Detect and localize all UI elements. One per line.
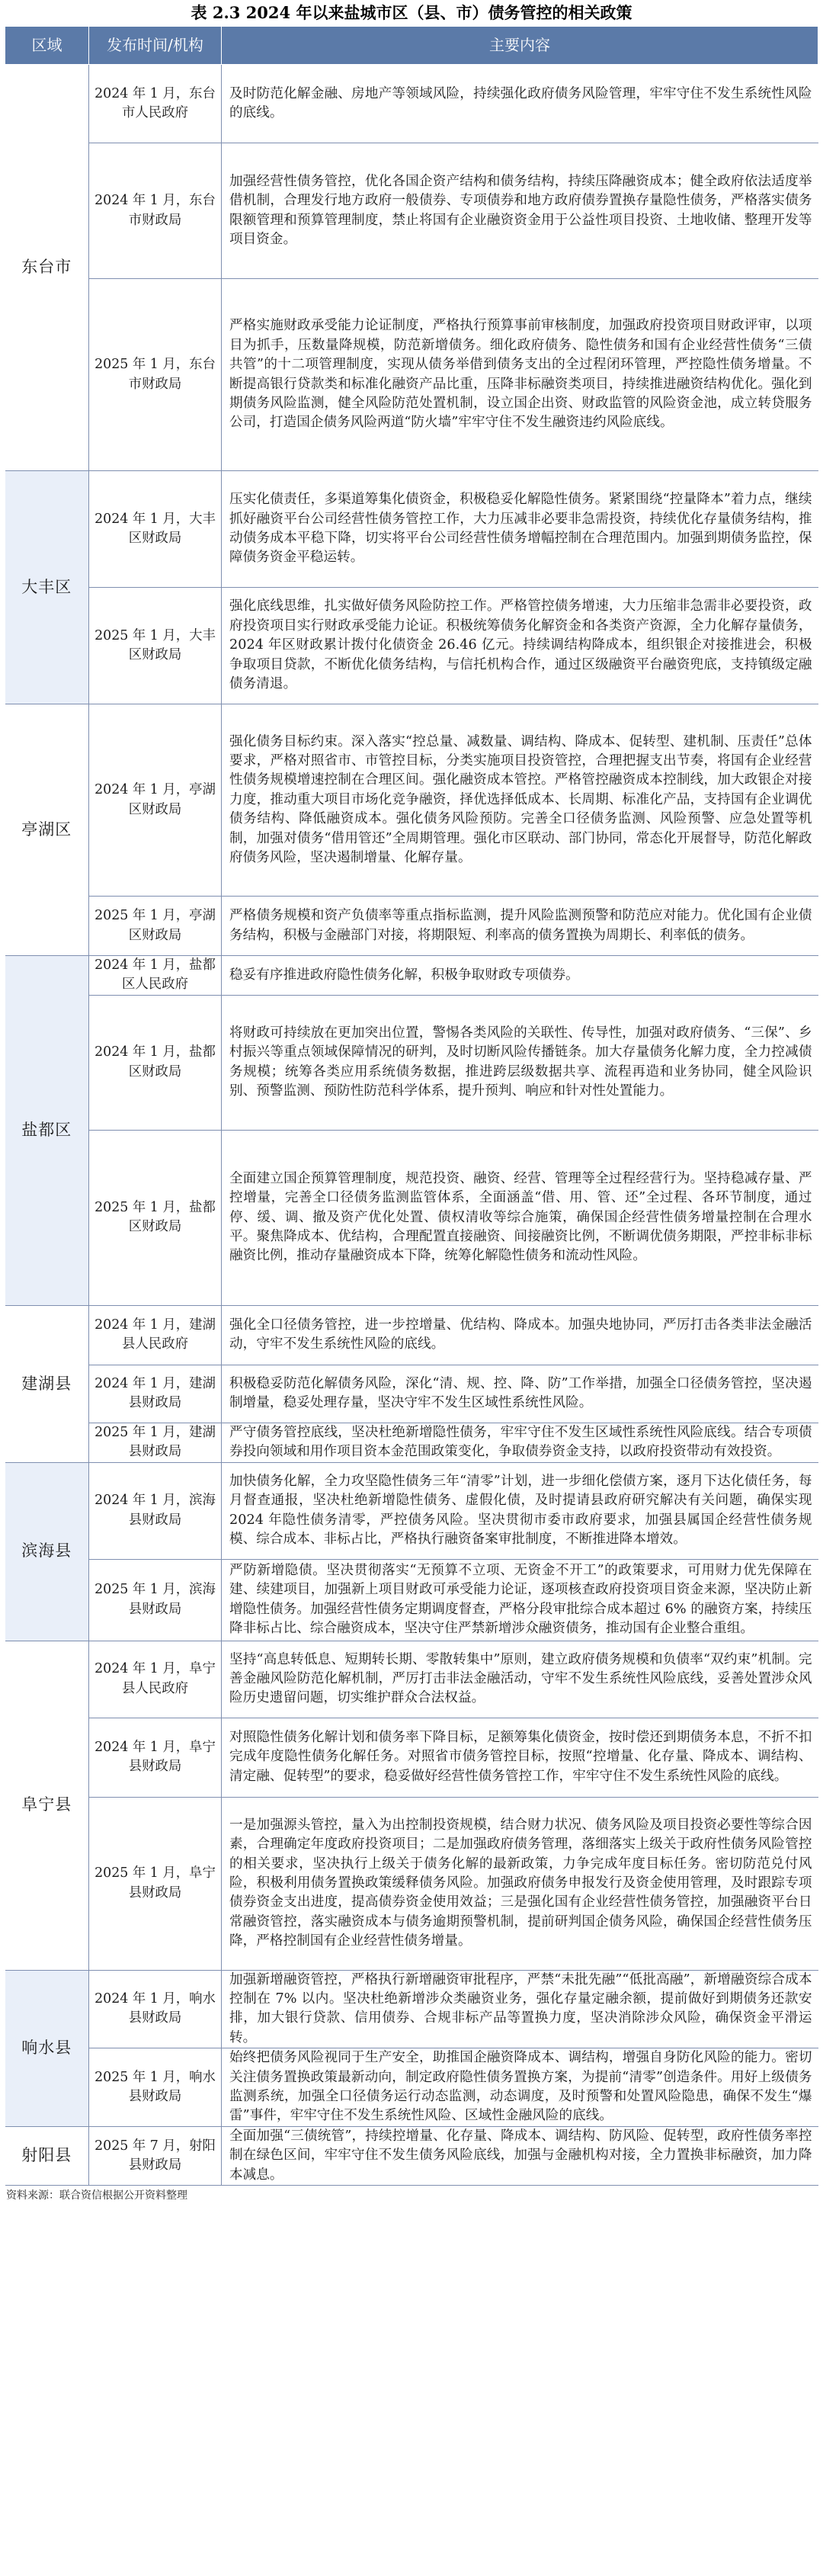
table-body [5,65,818,2186]
table-row [5,65,818,143]
content-cell [222,1365,818,1423]
table-row [5,897,818,956]
table-row [5,588,818,704]
content-text: 加强新增融资管控，严格执行新增融资审批程序，严禁“未批先融”“低批高融”，新增融资综合成本控制在 7% 以内。坚决杜绝新增涉众类融资业务，强化存量定融余额，提前做好到期债务还款安排，加大银行贷款、信用债券、合规非标产品等置换力度，坚决消除涉众风险，确保资金平滑运转。 [229,1971,812,2045]
table-row [5,1423,818,1462]
publish-cell: 2025 年 1 月，阜宁县财政局 [89,1797,222,1970]
content-text: 压实化债责任，多渠道筹集化债资金，积极稳妥化解隐性债务。紧紧围绕“控量降本”着力点，继续抓好融资平台公司经营性债务管控工作，大力压减非必要非急需投资，持续优化存量债务结构，推动债务成本平稳下降，切实将平台公司经营性债务增幅控制在合理范围内。加强到期债务监控，保障债务资金平稳运转。 [229,492,812,566]
table-row [5,279,818,471]
content-cell [222,1970,818,2048]
content-text: 将财政可持续放在更加突出位置，警惕各类风险的关联性、传导性，加强对政府债务、“三保”、乡村振兴等重点领域保障情况的研判，及时切断风险传播链条。加大存量债务化解力度，全力控减债务规模；统筹各类应用系统债务数据，推进跨层级数据共享、流程再造和业务协同，健全风险识别、预警监测、预防性防范科学体系，提升预判、响应和针对性处置能力。 [229,1025,812,1099]
region-cell: 阜宁县 [5,1641,89,1970]
content-text: 始终把债务风险视同于生产安全，助推国企融资降成本、调结构，增强自身防化风险的能力。密切关注债务置换政策最新动向，制定政府隐性债务置换方案，为提前“清零”创造条件。用好上级债务监测系统，加强全口径债务运行动态监测，动态调度，及时预警和处置风险隐患，确保不发生“爆雷”事件，牢牢守住不发生系统性风险、区域性金融风险的底线。 [229,2050,812,2124]
content-cell [222,1130,818,1305]
publish-cell: 2024 年 1 月，东台市人民政府 [89,65,222,143]
content-cell [222,1718,818,1797]
content-cell [222,65,818,143]
table-row [5,1559,818,1641]
content-text: 严格债务规模和资产负债率等重点指标监测，提升风险监测预警和防范应对能力。优化国有企业债务结构，积极与金融部门对接，将期限短、利率高的债务置换为周期长、利率低的债务。 [229,908,812,943]
table-header-row [5,27,818,65]
content-cell [222,1797,818,1970]
publish-cell: 2025 年 1 月，大丰区财政局 [89,588,222,704]
region-cell: 亭湖区 [5,704,89,956]
publish-cell: 2024 年 1 月，建湖县人民政府 [89,1305,222,1365]
region-cell: 大丰区 [5,471,89,704]
publish-cell: 2024 年 1 月，大丰区财政局 [89,471,222,588]
content-text: 强化底线思维，扎实做好债务风险防控工作。严格管控债务增速，大力压缩非急需非必要投资，政府投资项目实行财政承受能力论证。积极统筹债务化解资金和各类资产资源，全力化解存量债务，2024 年区财政累计拨付化债资金 26.46 亿元。持续调结构降成本，组织银企对接推进会，积极争取项目贷款，不断优化债务结构，与信托机构合作，通过区级融资平台融资兜底，支持镇级定融债务清退。 [229,598,812,692]
content-text: 一是加强源头管控，量入为出控制投资规模，结合财力状况、债务风险及项目投资必要性等综合因素，合理确定年度政府投资项目；二是加强政府债务管理，落细落实上级关于政府性债务风险管控的相关要求，坚决执行上级关于债务化解的最新政策，力争完成年度目标任务。密切防范兑付风险，积极利用债务置换政策缓释债务风险。加强政府债务申报发行及资金使用管理，及时跟踪专项债券资金支出进度，提高债券资金使用效益；三是强化国有企业经营性债务管控，加强融资平台日常融资管控，落实融资成本与债务逾期预警机制，提前研判国企债务风险，确保国企经营性债务压降，严格控制国有企业经营性债务增量。 [229,1817,812,1949]
publish-cell: 2024 年 1 月，阜宁县财政局 [89,1718,222,1797]
content-text: 严防新增隐债。坚决贯彻落实“无预算不立项、无资金不开工”的政策要求，可用财力优先保障在建、续建项目，加强新上项目财政可承受能力论证，逐项核查政府投资项目资金来源，坚决防止新增隐性债务。加强经营性债务定期调度督查，严格分段审批综合成本超过 6% 的融资方案，持续压降非标占比、综合融资成本，坚决守住严禁新增涉众融资债务，推动国有企业整合重组。 [229,1562,812,1637]
content-cell [222,2048,818,2127]
table-row [5,1130,818,1305]
content-cell [222,1423,818,1462]
table-row [5,1365,818,1423]
table-row [5,143,818,279]
publish-cell: 2025 年 1 月，建湖县财政局 [89,1423,222,1462]
table-row [5,1970,818,2048]
table-row [5,1641,818,1718]
content-text: 全面建立国企预算管理制度，规范投资、融资、经营、管理等全过程经营行为。坚持稳减存量、严控增量，完善全口径债务监测监管体系，全面涵盖“借、用、管、还”全过程、各环节制度，通过停、缓、调、撤及资产优化处置、债权清收等综合施策，确保国企经营性债务增量控制在合理水平。聚焦降成本、优结构，合理配置直接融资、间接融资比例，不断调优债务期限，严控非标非标融资比例，推动存量融资成本下降，统筹化解隐性债务和流动性风险。 [229,1170,812,1264]
publish-cell: 2025 年 1 月，亭湖区财政局 [89,897,222,956]
content-text: 强化债务目标约束。深入落实“控总量、减数量、调结构、降成本、促转型、建机制、压责任”总体要求，严格对照省市、市管控目标，分类实施项目投资管控，合理把握支出节奏，将国有企业经营性债务规模增速控制在合理区间。强化融资成本管控。严格管控融资成本控制线，加大政银企对接力度，推动重大项目市场化竞争融资，择优选择低成本、长周期、标准化产品，支持国有企业调优债务结构、降低融资成本。强化债务风险预防。完善全口径债务监测、风险预警、应急处置等机制，加强对债务“借用管还”全周期管理。强化市区联动、部门协同，常态化开展督导，防范化解政府债务风险，坚决遏制增量、化解存量。 [229,733,812,866]
publish-cell: 2025 年 1 月，响水县财政局 [89,2048,222,2127]
region-cell: 响水县 [5,1970,89,2126]
header-content: 主要内容 [222,27,818,65]
content-cell [222,471,818,588]
region-cell: 盐都区 [5,956,89,1306]
region-cell: 东台市 [5,65,89,471]
table-row [5,2048,818,2127]
publish-cell: 2024 年 1 月，亭湖区财政局 [89,704,222,897]
content-text: 严格实施财政承受能力论证制度，严格执行预算事前审核制度，加强政府投资项目财政评审，以项目为抓手，压数量降规模，防范新增债务。细化政府债务、隐性债务和国有企业经营性债务“三债共管”的十二项管理制度，实现从债务举借到债务支出的全过程闭环管理，严控隐性债务增量。不断提高银行贷款类和标准化融资产品比重，压降非标融资类项目，持续推进融资结构优化。强化到期债务风险监测，健全风险防范处置机制，设立国企出资、财政监管的风险资金池，成立转贷服务公司，打造国企债务风险两道“防火墙”牢牢守住不发生融资违约风险底线。 [229,318,812,431]
content-cell [222,279,818,471]
publish-cell: 2024 年 1 月，阜宁县人民政府 [89,1641,222,1718]
publish-cell: 2024 年 1 月，盐都区财政局 [89,995,222,1130]
publish-cell: 2025 年 1 月，滨海县财政局 [89,1559,222,1641]
content-text: 对照隐性债务化解计划和债务率下降目标，足额筹集化债资金，按时偿还到期债务本息，不折不扣完成年度隐性债务化解任务。对照省市债务管控目标，按照“控增量、化存量、降成本、调结构、清定融、促转型”的要求，稳妥做好经营性债务管控工作，牢牢守住不发生系统性风险的底线。 [229,1730,812,1784]
table-row [5,1718,818,1797]
content-cell [222,1305,818,1365]
table-row [5,1462,818,1559]
table-row [5,1797,818,1970]
content-text: 稳妥有序推进政府隐性债务化解，积极争取财政专项债券。 [229,967,579,983]
content-cell [222,1559,818,1641]
content-text: 强化全口径债务管控，进一步控增量、优结构、降成本。加强央地协同，严厉打击各类非法金融活动，守牢不发生系统性风险的底线。 [229,1317,812,1352]
content-text: 加强经营性债务管控，优化各国企资产结构和债务结构，持续压降融资成本；健全政府依法适度举借机制，合理发行地方政府一般债券、专项债券和地方政府债券置换存量隐性债务，严格落实债务限额管理和预算管理制度，禁止将国有企业融资资金用于公益性项目投资、土地收储、整理开发等项目资金。 [229,173,812,247]
content-cell [222,956,818,996]
content-text: 积极稳妥防范化解债务风险，深化“清、规、控、降、防”工作举措，加强全口径债务管控，坚决遏制增量，稳妥处理存量，坚决守牢不发生区域性系统性风险。 [229,1375,812,1411]
policy-table [5,26,818,2186]
publish-cell: 2024 年 1 月，盐都区人民政府 [89,956,222,996]
region-cell: 滨海县 [5,1462,89,1641]
content-cell [222,588,818,704]
content-cell [222,897,818,956]
publish-cell: 2025 年 7 月，射阳县财政局 [89,2126,222,2185]
content-text: 加快债务化解，全力攻坚隐性债务三年“清零”计划，进一步细化偿债方案，逐月下达化债任务，每月督查通报，坚决杜绝新增隐性债务、虚假化债，及时提请县政府研究解决有关问题，确保实现 2024 年隐性债务清零，严控债务风险。坚决贯彻市委市政府要求，加强县属国企经营性债务规模、综合成本、非标占比，严格执行融资备案审批制度，不断推进降本增效。 [229,1473,812,1548]
publish-cell: 2025 年 1 月，盐都区财政局 [89,1130,222,1305]
content-cell [222,143,818,279]
content-cell [222,995,818,1130]
content-text: 严守债务管控底线，坚决杜绝新增隐性债务，牢牢守住不发生区域性系统性风险底线。结合专项债券投向领域和用作项目资本金范围政策变化，争取债券资金支持，以政府投资带动有效投资。 [229,1424,812,1460]
content-cell [222,1462,818,1559]
header-region: 区域 [5,27,89,65]
content-cell [222,2126,818,2185]
content-text: 坚持“高息转低息、短期转长期、零散转集中”原则，建立政府债务规模和负债率“双约束”机制。完善金融风险防范化解机制，严厉打击非法金融活动，守牢不发生系统性风险底线，妥善处置涉众风险历史遗留问题，切实维护群众合法权益。 [229,1651,812,1706]
table-row [5,1305,818,1365]
publish-cell: 2024 年 1 月，东台市财政局 [89,143,222,279]
table-row [5,956,818,996]
header-pub: 发布时间/机构 [89,27,222,65]
table-row [5,2126,818,2185]
table-row [5,471,818,588]
table-row [5,704,818,897]
content-cell [222,1641,818,1718]
content-cell [222,704,818,897]
region-cell: 建湖县 [5,1305,89,1462]
content-text: 及时防范化解金融、房地产等领域风险，持续强化政府债务风险管理，牢牢守住不发生系统性风险的底线。 [229,85,812,120]
publish-cell: 2024 年 1 月，建湖县财政局 [89,1365,222,1423]
content-text: 全面加强“三债统管”，持续控增量、化存量、降成本、调结构、防风险、促转型，政府性债务率控制在绿色区间，牢牢守住不发生债务风险底线，加强与金融机构对接，全力置换非标融资，加力降本减息。 [229,2128,812,2183]
publish-cell: 2025 年 1 月，东台市财政局 [89,279,222,471]
region-cell: 射阳县 [5,2126,89,2185]
table-row [5,995,818,1130]
table-title: 表 2.3 2024 年以来盐城市区（县、市）债务管控的相关政策 [191,3,632,22]
source-note: 资料来源：联合资信根据公开资料整理 [6,2189,187,2202]
publish-cell: 2024 年 1 月，滨海县财政局 [89,1462,222,1559]
publish-cell: 2024 年 1 月，响水县财政局 [89,1970,222,2048]
